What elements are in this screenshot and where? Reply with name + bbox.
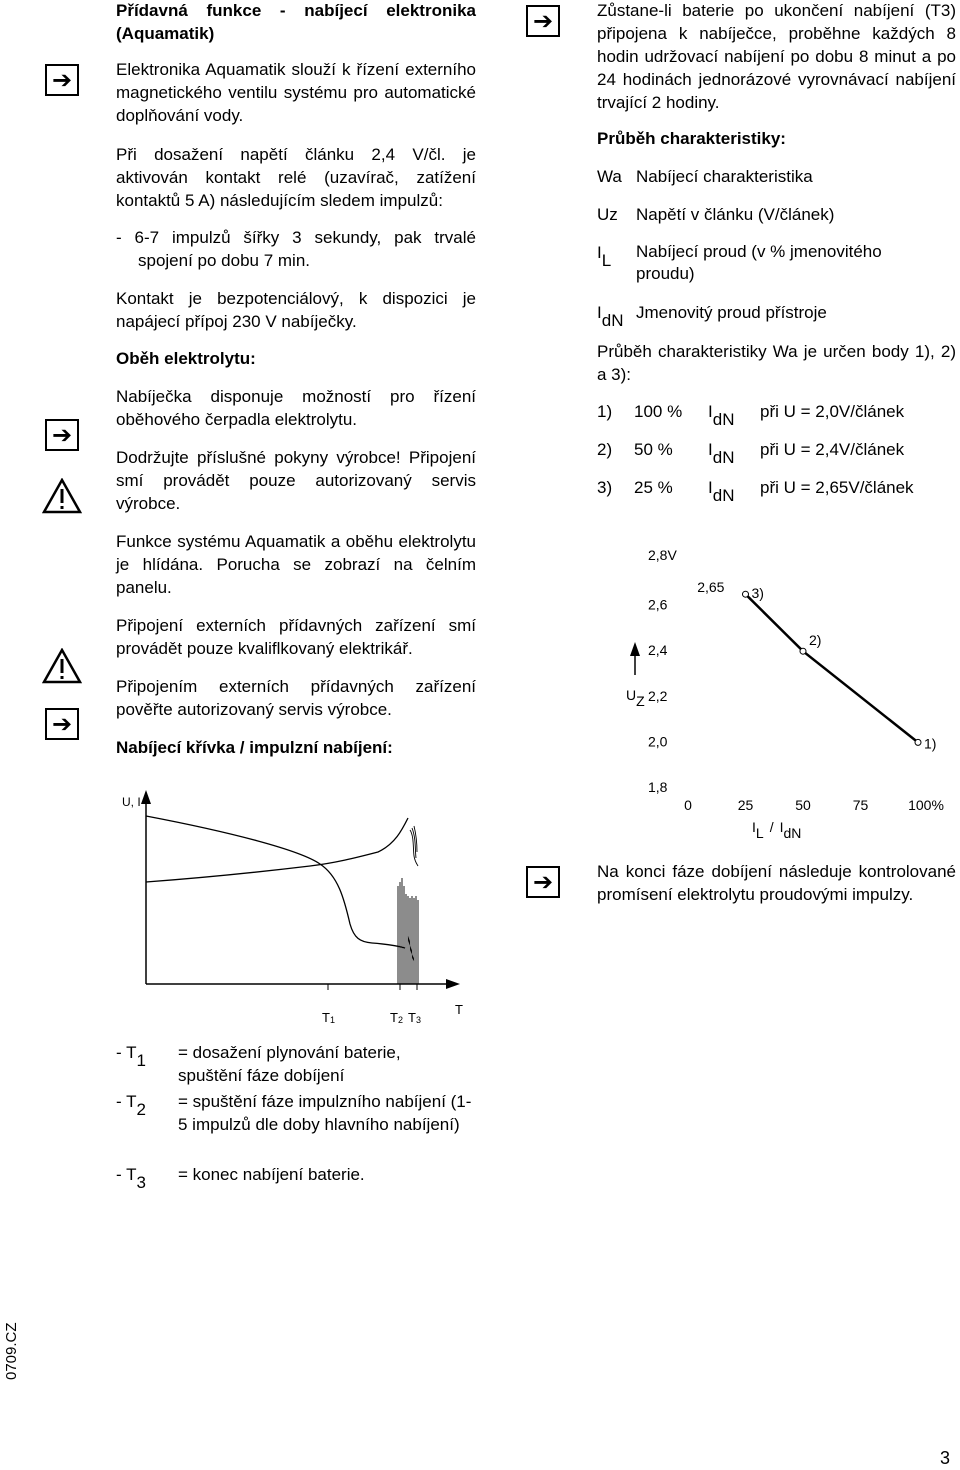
- point-1-symbol: IdN: [708, 402, 735, 429]
- x-tick-label: 25: [737, 797, 754, 813]
- arrow-right-icon: ➔: [45, 419, 79, 451]
- y-tick-label: 2,6: [648, 596, 668, 613]
- def-il-text: Nabíjecí proud (v % jmenovitého proudu): [636, 242, 882, 283]
- paragraph-maintenance-charging: Zůstane-li baterie po ukončení nabíjení (T3) připojena k nabíječce, proběhne každých 8 hodin udržovací nabíjení po dobu 8 minut a po 24 hodinách jednorázové vyrovnávací nabíjení trvající 2 hodiny.: [597, 1, 956, 112]
- page-number: 3: [940, 1448, 951, 1468]
- characteristic-chart: [600, 540, 950, 840]
- characteristic-line: [746, 594, 919, 742]
- point-label: 1): [924, 735, 937, 752]
- arrow-right-icon: ➔: [526, 5, 560, 37]
- legend-t3-symbol: - T3: [116, 1165, 146, 1192]
- legend-t2: [116, 1090, 476, 1134]
- legend-t2-symbol: - T2: [116, 1092, 146, 1119]
- paragraph-points: Průběh charakteristiky Wa je určen body 1), 2) a 3):: [597, 342, 956, 384]
- warning-icon: [42, 478, 82, 514]
- y-tick-label: 1,8: [648, 779, 668, 795]
- legend-t2-text: = spuštění fáze impulzního nabíjení (1-5 impulzů dle doby hlavního nabíjení): [178, 1092, 472, 1134]
- def-wa: [597, 165, 622, 188]
- point-label: 2): [809, 632, 822, 649]
- def-idn-text: Jmenovitý proud přístroje: [636, 303, 827, 322]
- current-curve: [146, 816, 405, 948]
- x-tick-label: 0: [684, 797, 692, 813]
- y-axis-label: U, I: [122, 795, 141, 809]
- data-point: [800, 648, 806, 654]
- y-tick-label: 2,2: [648, 687, 668, 704]
- legend-t3-text: = konec nabíjení baterie.: [178, 1165, 365, 1184]
- point-1-number: 1): [597, 402, 613, 421]
- heading-charging-curve: Nabíjecí křívka / impulzní nabíjení:: [116, 738, 393, 757]
- arrow-right-icon: ➔: [526, 866, 560, 898]
- point-2-number: 2): [597, 440, 613, 459]
- document-code: 0709.CZ: [3, 1322, 20, 1380]
- point-label: 3): [751, 585, 764, 602]
- heading-electrolyte-circulation: Oběh elektrolytu:: [116, 349, 256, 368]
- heading-characteristic: Průběh charakteristiky:: [597, 129, 786, 148]
- def-wa-symbol: Wa: [597, 167, 622, 186]
- point-2-condition: při U = 2,4V/článek: [760, 440, 905, 459]
- paragraph-service: Připojením externích přídavných zařízení pověřte autorizovaný servis výrobce.: [116, 677, 476, 719]
- point-3-condition: při U = 2,65V/článek: [760, 478, 914, 497]
- def-uz-symbol: Uz: [597, 205, 618, 224]
- y-tick-label: 2,0: [648, 733, 668, 750]
- x-tick-label: 100%: [908, 797, 944, 813]
- def-il-sub: L: [601, 251, 612, 270]
- point-row-2: [597, 438, 957, 468]
- y-tick-label: 2,4: [648, 642, 668, 659]
- def-il-symbol: I: [597, 243, 602, 262]
- warning-icon: [42, 648, 82, 684]
- point-3-percent: 25 %: [634, 478, 673, 497]
- def-idn: [597, 301, 624, 330]
- voltage-curve: [146, 818, 408, 882]
- data-point: [915, 739, 921, 745]
- charging-curve-chart: [110, 786, 480, 1028]
- x-axis-label: T: [455, 1002, 463, 1017]
- paragraph-contact: Kontakt je bezpotenciálový, k dispozici je napájecí přípoj 230 V nabíječky.: [116, 289, 476, 331]
- point-3-number: 3): [597, 478, 613, 497]
- point-row-3: [597, 476, 957, 506]
- y-axis-arrow: [630, 642, 640, 656]
- point-row-1: [597, 400, 957, 430]
- arrow-right-icon: ➔: [45, 708, 79, 740]
- legend-t1-symbol: - T1: [116, 1043, 146, 1070]
- data-point: [743, 591, 749, 597]
- y-axis-label: UZ: [626, 687, 645, 709]
- x-axis-arrow: [446, 979, 460, 989]
- def-idn-symbol: I: [597, 303, 602, 322]
- point-1-percent: 100 %: [634, 402, 683, 421]
- x-tick-label: 75: [852, 797, 869, 813]
- paragraph-monitoring: Funkce systému Aquamatik a oběhu elektrolytu je hlídána. Porucha se zobrazí na čelním panelu.: [116, 532, 476, 597]
- def-wa-text: Nabíjecí charakteristika: [636, 167, 813, 186]
- point-2-percent: 50 %: [634, 440, 673, 459]
- def-il: [597, 241, 612, 270]
- t1-label: T1: [322, 1010, 335, 1025]
- point-1-condition: při U = 2,0V/článek: [760, 402, 905, 421]
- paragraph-pulses: - 6-7 impulzů šířky 3 sekundy, pak trvalé spojení po dobu 7 min.: [116, 228, 476, 270]
- point-3-symbol: IdN: [708, 478, 735, 505]
- paragraph-aquamatik: Elektronika Aquamatik slouží k řízení externího magnetického ventilu systému pro automatické doplňování vody.: [116, 60, 476, 125]
- def-uz-text: Napětí v článku (V/článek): [636, 205, 835, 224]
- y-tick-label: 2,8V: [648, 547, 677, 563]
- section-title: Přídavná funkce - nabíjecí elektronika (Aquamatik): [116, 1, 476, 43]
- x-axis-label: IL / IdN: [752, 819, 802, 840]
- legend-t1: [116, 1041, 476, 1085]
- left-column: [116, 0, 476, 759]
- t2-label: T2: [390, 1010, 403, 1025]
- pulse-region: [398, 826, 418, 984]
- x-tick-label: 50: [795, 797, 811, 813]
- arrow-right-icon: ➔: [45, 64, 79, 96]
- paragraph-pump: Nabíječka disponuje možností pro řízení oběhového čerpadla elektrolytu.: [116, 387, 476, 429]
- def-idn-sub: dN: [601, 311, 624, 330]
- t3-label: T3: [408, 1010, 421, 1025]
- legend-t1-text: = dosažení plynování baterie, spuštění fáze dobíjení: [178, 1043, 401, 1085]
- y-axis-arrow: [141, 790, 151, 804]
- paragraph-follow-instructions: Dodržujte příslušné pokyny výrobce! Připojení smí provádět pouze autorizovaný servis výrobce.: [116, 448, 476, 513]
- paragraph-relay: Při dosažení napětí článku 2,4 V/čl. je aktivován kontakt relé (uzavírač, zatížení kontaktů 5 A) následujícím sledem impulzů:: [116, 145, 476, 210]
- paragraph-mixing: Na konci fáze dobíjení následuje kontrolované promísení elektrolytu proudovými impulzy.: [597, 862, 956, 904]
- paragraph-electrician: Připojení externích přídavných zařízení smí provádět pouze kvaliflkovaný elektrikář.: [116, 616, 476, 658]
- y-tick-label: 2,65: [697, 579, 725, 596]
- legend-t3: [116, 1163, 476, 1192]
- def-uz: [597, 203, 618, 226]
- point-2-symbol: IdN: [708, 440, 735, 467]
